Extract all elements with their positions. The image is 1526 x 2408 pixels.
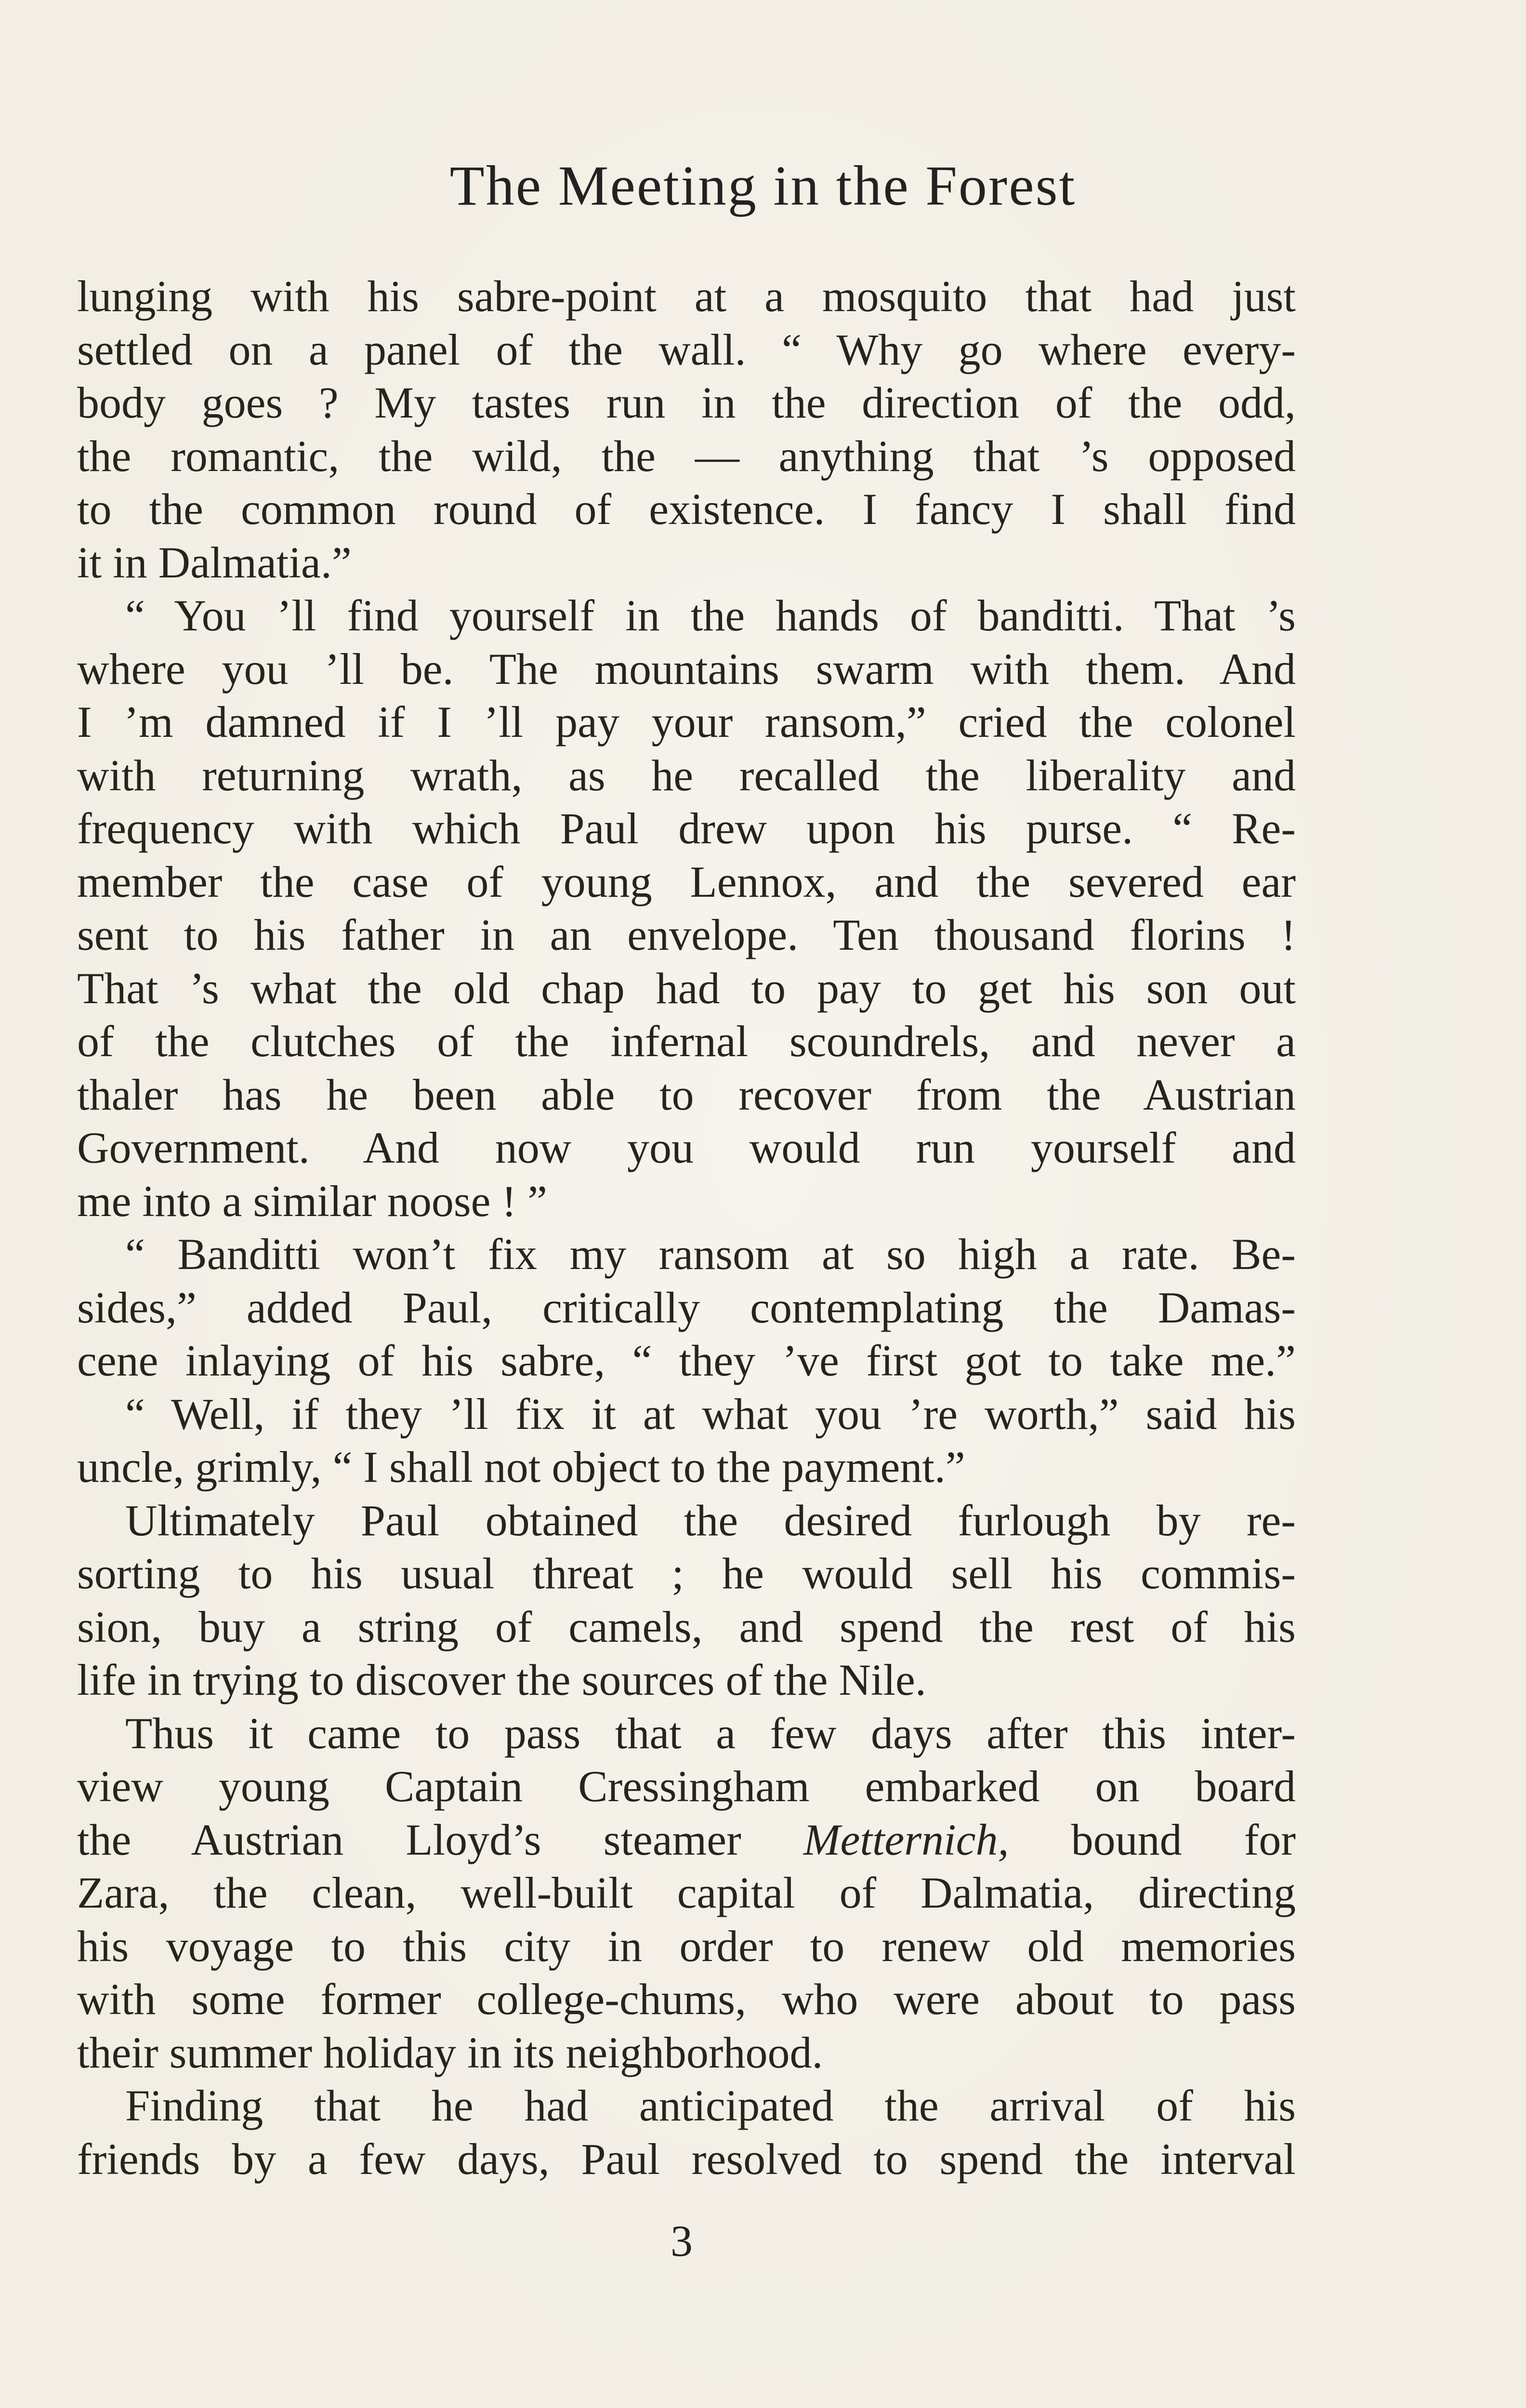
text-line: his voyage to this city in order to renew old memories [77,1921,1296,1971]
text-line: friends by a few days, Paul resolved to spend the interval [77,2134,1296,2184]
text-line: body goes ? My tastes run in the direction of the odd, [77,378,1296,427]
text-line: uncle, grimly, “ I shall not object to the payment.” [77,1442,965,1492]
body-text [77,270,1296,2186]
text-line: cene inlaying of his sabre, “ they ’ve first got to take me.” [77,1336,1296,1385]
text-line: Ultimately Paul obtained the desired furlough by re- [125,1495,1296,1545]
text-line: the romantic, the wild, the — anything that ’s opposed [77,431,1296,481]
text-line: “ Well, if they ’ll fix it at what you ’re worth,” said his [125,1389,1296,1439]
text-line: sion, buy a string of camels, and spend the rest of his [77,1602,1296,1651]
page-number: 3 [671,2216,693,2265]
text-line: frequency with which Paul drew upon his purse. “ Re- [77,804,1296,853]
text-line: Finding that he had anticipated the arrival of his [125,2081,1296,2130]
text-line: “ You ’ll find yourself in the hands of banditti. That ’s [125,591,1296,640]
text-line-with-italic [77,1813,1296,1867]
text-segment: bound for [1009,1815,1296,1864]
text-line: “ Banditti won’t fix my ransom at so high a rate. Be- [125,1230,1296,1279]
text-line: I ’m damned if I ’ll pay your ransom,” cried the colonel [77,697,1296,746]
text-line: Thus it came to pass that a few days after this inter- [125,1708,1296,1758]
text-line: member the case of young Lennox, and the severed ear [77,857,1296,906]
text-line: That ’s what the old chap had to pay to get his son out [77,963,1296,1013]
running-head: The Meeting in the Forest [449,154,1077,217]
text-line: view young Captain Cressingham embarked on board [77,1762,1296,1811]
ship-name: Metternich, [803,1815,1009,1864]
text-line: sent to his father in an envelope. Ten thousand florins ! [77,910,1296,959]
text-line: sorting to his usual threat ; he would sell his commis- [77,1549,1296,1598]
text-segment: the Austrian Lloyd’s steamer [77,1815,803,1864]
text-line: with returning wrath, as he recalled the liberality and [77,750,1296,800]
text-line: with some former college-chums, who were about to pass [77,1975,1296,2024]
text-line: where you ’ll be. The mountains swarm with them. And [77,644,1296,694]
text-line: it in Dalmatia.” [77,537,352,587]
text-line: settled on a panel of the wall. “ Why go where every- [77,325,1296,374]
text-line: me into a similar noose ! ” [77,1176,547,1226]
text-line: Government. And now you would run yourself and [77,1123,1296,1172]
text-line: to the common round of existence. I fancy I shall find [77,484,1296,534]
text-line: sides,” added Paul, critically contemplating the Damas- [77,1283,1296,1332]
text-line: lunging with his sabre-point at a mosquito that had just [77,272,1296,321]
text-line: life in trying to discover the sources of the Nile. [77,1655,926,1704]
text-line: their summer holiday in its neighborhood. [77,2028,823,2077]
text-line: thaler has he been able to recover from the Austrian [77,1070,1296,1119]
text-line: Zara, the clean, well-built capital of Dalmatia, directing [77,1868,1296,1917]
text-line: of the clutches of the infernal scoundrels, and never a [77,1017,1296,1066]
